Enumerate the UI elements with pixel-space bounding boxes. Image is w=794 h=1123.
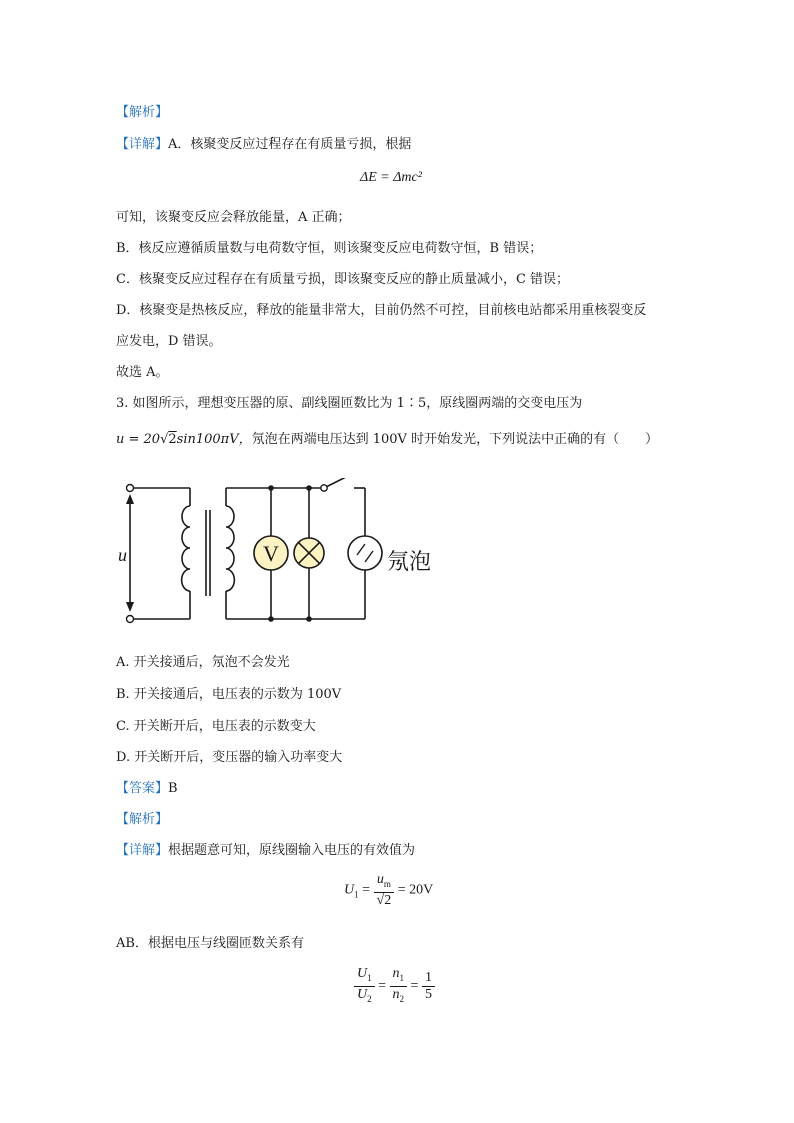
fraction: $\frac{U_1}{U_2}$ — [354, 966, 375, 1007]
detail-line-2: 【详解】根据题意可知，原线圈输入电压的有效值为 — [116, 843, 416, 858]
voltmeter-icon — [254, 536, 288, 570]
option-b: B. 开关接通后，电压表的示数为 100V — [116, 687, 342, 702]
question-3-stem: 3. 如图所示，理想变压器的原、副线圈匝数比为 1∶5，原线圈两端的交变电压为 — [116, 396, 583, 411]
text-line: 应发电，D 错误。 — [116, 334, 222, 349]
voltage-u-label: u — [118, 545, 127, 565]
text-line: 可知，该聚变反应会释放能量，A 正确； — [116, 210, 351, 225]
neon-label: 氖泡 — [387, 549, 432, 574]
text-line: AB．根据电压与线圈匝数关系有 — [116, 936, 304, 951]
text-line: D．核聚变是热核反应，释放的能量非常大，目前仍然不可控，目前核电站都采用重核裂变反 — [116, 303, 647, 318]
section-heading-analysis-2: 【解析】 — [116, 812, 169, 827]
text-line: 故选 A。 — [116, 365, 169, 380]
fraction: $\frac{n_1}{n_2}$ — [390, 966, 408, 1007]
answer-line: 【答案】B — [116, 781, 178, 796]
formula-effective-voltage: $U_1$ = $\frac{u_m}{√2}$ = 20V — [344, 872, 434, 908]
text-line: B．核反应遵循质量数与电荷数守恒，则该聚变反应电荷数守恒，B 错误； — [116, 241, 543, 256]
fraction: $\frac{u_m}{√2}$ — [374, 872, 395, 909]
lamp-icon — [294, 538, 324, 568]
question-3-formula-line: u = 20√2sin100πV，氖泡在两端电压达到 100V 时开始发光，下列说法中正确的有（ ） — [116, 432, 659, 447]
formula-turns-ratio: $\frac{U_1}{U_2}$ = $\frac{n_1}{n_2}$ = $\frac{1}{5}$ — [354, 966, 435, 1007]
option-c: C. 开关断开后，电压表的示数变大 — [116, 719, 316, 734]
transformer-circuit-diagram — [116, 478, 446, 638]
option-a: A. 开关接通后，氖泡不会发光 — [116, 655, 290, 670]
section-heading-analysis: 【解析】 — [116, 105, 169, 120]
option-d: D. 开关断开后，变压器的输入功率变大 — [116, 750, 343, 765]
formula-mass-energy: ΔE = Δmc² — [360, 170, 422, 185]
voltmeter-label: V — [263, 541, 279, 566]
text-line: C．核聚变反应过程存在有质量亏损，即该聚变反应的静止质量减小，C 错误； — [116, 272, 570, 287]
detail-line-a: 【详解】A．核聚变反应过程存在有质量亏损，根据 — [116, 137, 412, 152]
neon-bulb-icon — [348, 536, 382, 570]
fraction: $\frac{1}{5}$ — [422, 970, 435, 1003]
sqrt-symbol: √ — [160, 432, 169, 447]
